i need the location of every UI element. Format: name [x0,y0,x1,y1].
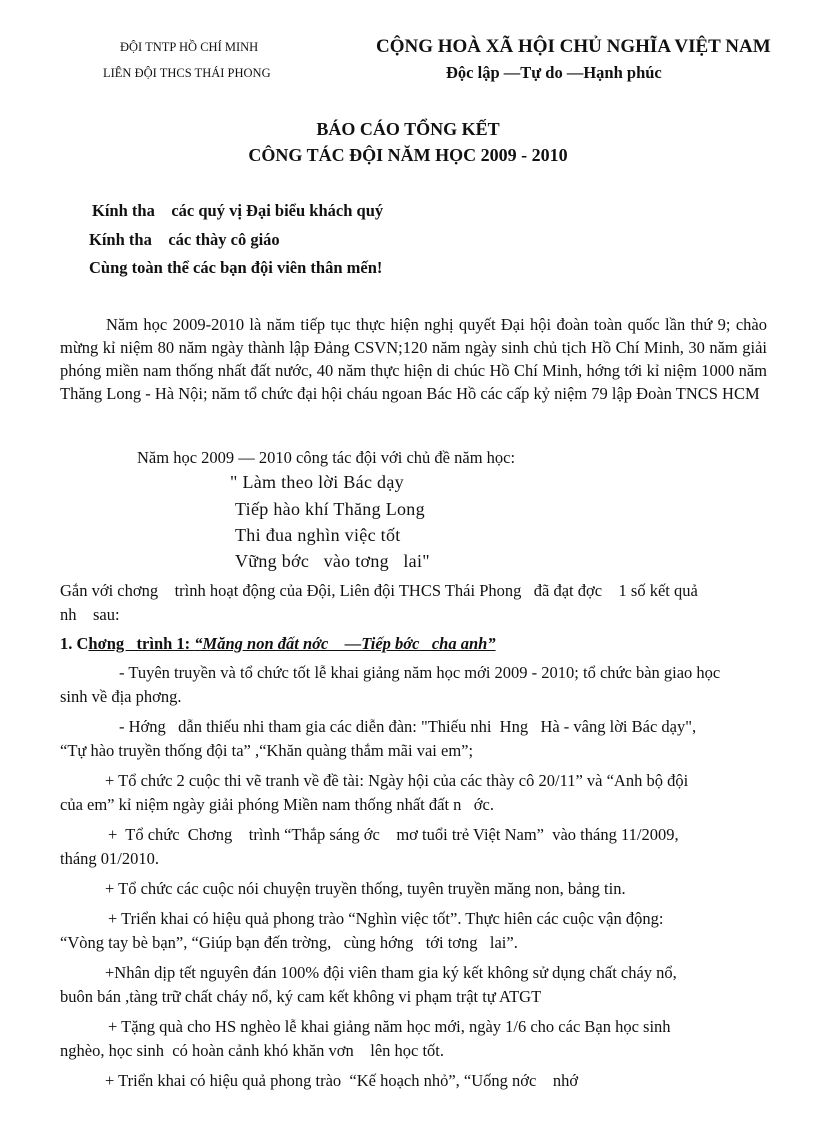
list-item: + Tổ chức Chơng trình “Thắp sáng ớc mơ tuổi trẻ Việt Nam” vào tháng 11/2009, [108,825,679,844]
list-item-cont: “Tự hào truyền thống đội ta” ,“Khăn quàng thắm mãi vai em”; [60,741,474,760]
list-item: + Tổ chức 2 cuộc thi vẽ tranh về đề tài: Ngày hội của các thày cô 20/11” và “Anh bộ đội [105,771,689,790]
list-item: +Nhân dịp tết nguyên đán 100% đội viên tham gia ký kết không sử dụng chất cháy nổ, [105,963,677,982]
greeting-line: Cùng toàn thể các bạn đội viên thân mến! [89,258,383,277]
greeting-line: Kính tha các thày cô giáo [89,230,280,249]
results-intro: Gắn với chơng trình hoạt động của Đội, Liên đội THCS Thái Phong đã đạt đợc 1 số kết quả [60,581,698,600]
list-item-cont: “Vòng tay bè bạn”, “Giúp bạn đến trờng, cùng hớng tới tơng lai”. [60,933,518,952]
org-line-1: ĐỘI TNTP HỒ CHÍ MINH [120,40,259,54]
theme-line: Thi đua nghìn việc tốt [235,525,401,545]
list-item-cont: của em” kỉ niệm ngày giải phóng Miền nam thống nhất đất n ớc. [60,795,494,814]
theme-line: " Làm theo lời Bác dạy [230,472,404,492]
theme-intro: Năm học 2009 — 2010 công tác đội với chủ đề năm học: [137,448,516,467]
list-item: - Tuyên truyền và tổ chức tốt lễ khai giảng năm học mới 2009 - 2010; tổ chức bàn giao học [119,663,721,682]
org-line-2: LIÊN ĐỘI THCS THÁI PHONG [103,66,271,80]
list-item-cont: tháng 01/2010. [60,849,159,868]
section-title: “Măng non đất nớc —Tiếp bớc cha anh” [194,634,496,653]
greeting-line: Kính tha các quý vị Đại biểu khách quý [92,201,384,220]
intro-paragraph: Năm học 2009-2010 là năm tiếp tục thực hiện nghị quyết Đại hội đoàn toàn quốc lần thứ 9; chào mừng kỉ niệm 80 năm ngày thành lập Đảng CSVN;120 năm ngày sinh chủ tịch Hồ Chí Minh, 30 năm giải phóng miền nam thống nhất đất nước, 40 năm thực hiện di chúc Hồ Chí Minh, hớng tới kỉ niệm 1000 năm Thăng Long - Hà Nội; năm tổ chức đại hội cháu ngoan Bác Hồ các cấp kỷ niệm 79 lập Đoàn TNCS HCM [60,315,767,403]
section-1-heading [60,634,496,654]
report-subtitle: CÔNG TÁC ĐỘI NĂM HỌC 2009 - 2010 [248,145,568,165]
list-item-cont: sinh về địa phơng. [60,687,182,706]
country-name: CỘNG HOÀ XÃ HỘI CHỦ NGHĨA VIỆT NAM [376,36,771,57]
list-item: + Triển khai có hiệu quả phong trào “Kế hoạch nhỏ”, “Uống nớc nhớ [105,1071,579,1090]
list-item-cont: buôn bán ,tàng trữ chất cháy nổ, ký cam kết không vi phạm trật tự ATGT [60,987,542,1006]
theme-line: Vững bớc vào tơng lai" [235,551,430,571]
list-item: - Hớng dẫn thiếu nhi tham gia các diễn đàn: "Thiếu nhi Hng Hà - vâng lời Bác dạy", [119,717,697,736]
list-item: + Tặng quà cho HS nghèo lễ khai giảng năm học mới, ngày 1/6 cho các Bạn học sinh [108,1017,671,1036]
list-item-cont: nghèo, học sinh có hoàn cảnh khó khăn vơn lên học tốt. [60,1041,445,1060]
results-intro-cont: nh sau: [60,605,120,624]
list-item: + Tổ chức các cuộc nói chuyện truyền thống, tuyên truyền măng non, bảng tin. [105,879,626,898]
national-motto: Độc lập —Tự do —Hạnh phúc [446,63,662,82]
theme-line: Tiếp hào khí Thăng Long [235,499,425,519]
list-item: + Triển khai có hiệu quả phong trào “Nghìn việc tốt”. Thực hiên các cuộc vận động: [108,909,664,928]
report-title: BÁO CÁO TỔNG KẾT [316,119,500,139]
section-number: 1. C [60,634,89,653]
section-label: hơng trình 1: [88,634,195,653]
